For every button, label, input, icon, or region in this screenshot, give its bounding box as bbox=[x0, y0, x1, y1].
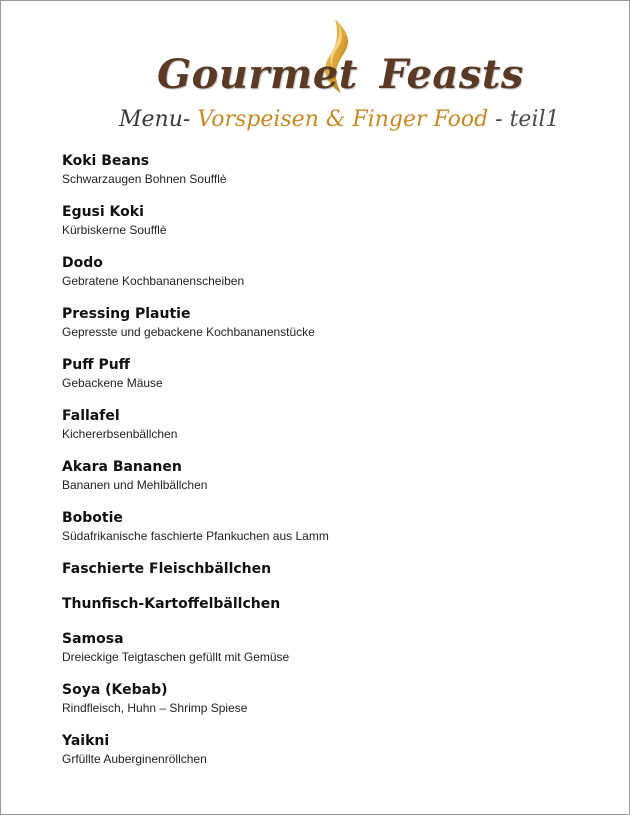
menu-list bbox=[62, 153, 329, 784]
menu-item-name: Egusi Koki bbox=[62, 204, 144, 220]
menu-item-name: Yaikni bbox=[62, 733, 110, 749]
menu-item-desc: Grfüllte Auberginenröllchen bbox=[62, 752, 207, 766]
menu-item bbox=[62, 733, 329, 784]
menu-item-name: Faschierte Fleischbällchen bbox=[62, 561, 272, 577]
subtitle-prefix: Menu- bbox=[119, 107, 191, 132]
menu-item-name: Fallafel bbox=[62, 408, 120, 424]
subtitle-suffix: - teil1 bbox=[495, 107, 560, 132]
menu-item-name: Soya (Kebab) bbox=[62, 682, 168, 698]
menu-item-desc: Gebratene Kochbananenscheiben bbox=[62, 274, 245, 288]
menu-subtitle bbox=[119, 107, 560, 132]
brand-word-2: Feasts bbox=[379, 51, 524, 98]
menu-item-name: Akara Bananen bbox=[62, 459, 182, 475]
logo bbox=[151, 17, 524, 107]
menu-item bbox=[62, 510, 329, 561]
subtitle-main: Vorspeisen & Finger Food bbox=[197, 107, 489, 132]
menu-item-name: Dodo bbox=[62, 255, 103, 271]
menu-item-desc: Dreieckige Teigtaschen gefüllt mit Gemüse bbox=[62, 650, 290, 664]
menu-item bbox=[62, 561, 329, 596]
menu-item bbox=[62, 631, 329, 682]
menu-item-desc: Bananen und Mehlbällchen bbox=[62, 478, 208, 492]
menu-item bbox=[62, 682, 329, 733]
menu-item bbox=[62, 204, 329, 255]
brand-name bbox=[157, 51, 524, 98]
menu-item bbox=[62, 459, 329, 510]
menu-item-name: Bobotie bbox=[62, 510, 123, 526]
menu-item-name: Samosa bbox=[62, 631, 124, 647]
menu-item-name: Thunfisch-Kartoffelbällchen bbox=[62, 596, 281, 612]
menu-item bbox=[62, 408, 329, 459]
menu-item-desc: Kichererbsenbällchen bbox=[62, 427, 178, 441]
menu-item bbox=[62, 357, 329, 408]
menu-item-desc: Gebackene Mäuse bbox=[62, 376, 163, 390]
menu-item-desc: Schwarzaugen Bohnen Soufflè bbox=[62, 172, 227, 186]
menu-item-desc: Gepresste und gebackene Kochbananenstücke bbox=[62, 325, 315, 339]
brand-word-1: Gourmet bbox=[157, 51, 358, 98]
menu-item bbox=[62, 596, 329, 631]
menu-item bbox=[62, 306, 329, 357]
menu-item-desc: Kürbiskerne Soufflè bbox=[62, 223, 167, 237]
menu-item-desc: Rindfleisch, Huhn – Shrimp Spiese bbox=[62, 701, 248, 715]
menu-item bbox=[62, 153, 329, 204]
menu-item-name: Puff Puff bbox=[62, 357, 131, 373]
menu-item-name: Koki Beans bbox=[62, 153, 150, 169]
menu-item bbox=[62, 255, 329, 306]
menu-item-desc: Südafrikanische faschierte Pfankuchen aus Lamm bbox=[62, 529, 329, 543]
menu-item-name: Pressing Plautie bbox=[62, 306, 191, 322]
